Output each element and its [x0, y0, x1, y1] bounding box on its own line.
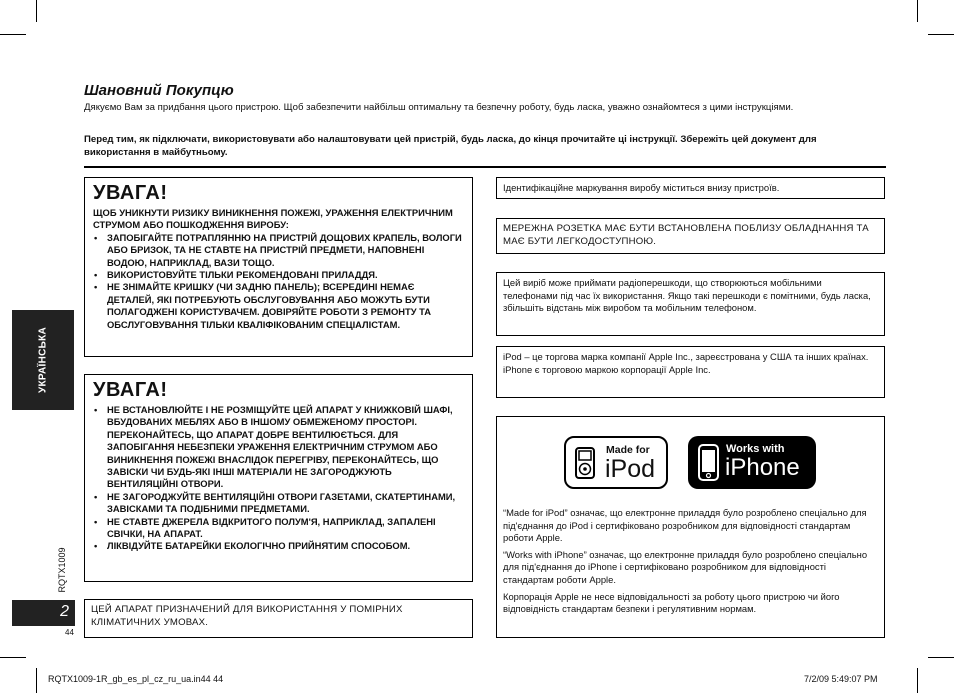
compatibility-text	[503, 507, 878, 616]
crop-mark	[928, 657, 954, 658]
interference-box	[496, 272, 885, 336]
model-code: RQTX1009	[57, 547, 67, 593]
identification-text: Ідентифікаційне маркування виробу міститься внизу пристроїв.	[503, 182, 780, 193]
warning-list	[93, 404, 464, 553]
logo-iphone-small-text: Works with	[726, 443, 785, 455]
logo-ipod-big-text: iPod	[605, 455, 656, 483]
identification-box	[496, 177, 885, 199]
warning-box-ventilation	[84, 374, 473, 582]
crop-mark	[36, 668, 37, 693]
logo-iphone-big-text: iPhone	[725, 454, 800, 481]
crop-mark	[917, 0, 918, 22]
page-title: Шановний Покупцю	[84, 82, 234, 99]
warning-item: • НЕ ЗАГОРОДЖУЙТЕ ВЕНТИЛЯЦІЙНІ ОТВОРИ ГАЗЕТАМИ, СКАТЕРТИНАМИ, ЗАВІСКАМИ ТА ПОДІБНИМИ ПРЕДМЕТАМИ.	[93, 491, 464, 516]
crop-mark	[917, 668, 918, 693]
crop-mark	[0, 34, 26, 35]
ipod-device-icon	[575, 447, 595, 479]
header-rule	[84, 166, 886, 168]
made-for-ipod-text: “Made for iPod” означає, що електронне приладдя було розроблено спеціально для під'єднання до iPod і сертифіковано розробником для відповідності стандартам роботи Apple.	[503, 507, 867, 544]
warning-item: • НЕ ВСТАНОВЛЮЙТЕ І НЕ РОЗМІЩУЙТЕ ЦЕЙ АПАРАТ У КНИЖКОВІЙ ШАФІ, ВБУДОВАНИХ МЕБЛЯХ АБО В ІНШОМУ ОБМЕЖЕНОМУ ПРОСТОРІ. ПЕРЕКОНАЙТЕСЬ, ЩО АПАРАТ ДОБРЕ ВЕНТИЛЮЄТЬСЯ. ДЛЯ ЗАПОБІГАННЯ НЕБЕЗПЕКИ УРАЖЕННЯ ЕЛЕКТРИЧНИМ СТРУМОМ АБО ВИНИКНЕННЯ ПОЖЕЖІ ВНАСЛІДОК ПЕРЕГРІВУ, ПЕРЕКОНАЙТЕСЬ, ЩО ЗАВІСКИ ЧИ БУДЬ-ЯКІ ІНШІ МАТЕРІАЛИ НЕ ЗАГОРОДЖУЮТЬ ВЕНТИЛЯЦІЙНІ ОТВОРИ.	[93, 404, 464, 491]
footer-timestamp: 7/2/09 5:49:07 PM	[804, 674, 878, 684]
socket-text: МЕРЕЖНА РОЗЕТКА МАЄ БУТИ ВСТАНОВЛЕНА ПОБЛИЗУ ОБЛАДНАННЯ ТА МАЄ БУТИ ЛЕГКОДОСТУПНОЮ.	[503, 223, 869, 247]
crop-mark	[36, 0, 37, 22]
page-number: 2	[60, 603, 69, 620]
warning-list	[93, 232, 464, 331]
page-number-small: 44	[65, 628, 74, 637]
warning-item: • НЕ СТАВТЕ ДЖЕРЕЛА ВІДКРИТОГО ПОЛУМ'Я, НАПРИКЛАД, ЗАПАЛЕНІ СВІЧКИ, НА АПАРАТ.	[93, 516, 464, 541]
crop-mark	[928, 34, 954, 35]
warning-item: • ЛІКВІДУЙТЕ БАТАРЕЙКИ ЕКОЛОГІЧНО ПРИЙНЯТИМ СПОСОБОМ.	[93, 540, 464, 552]
climate-notice-text: ЦЕЙ АПАРАТ ПРИЗНАЧЕНИЙ ДЛЯ ВИКОРИСТАННЯ У ПОМІРНИХ КЛІМАТИЧНИХ УМОВАХ.	[91, 604, 403, 628]
trademark-box	[496, 346, 885, 398]
logo-ipod-small-text: Made for	[606, 444, 650, 456]
made-for-ipod-logo	[564, 436, 668, 489]
works-with-iphone-logo	[688, 436, 816, 489]
language-tab	[12, 310, 74, 410]
iphone-device-icon	[698, 444, 719, 481]
warning-title: УВАГА!	[93, 182, 168, 204]
warning-item: • ЗАПОБІГАЙТЕ ПОТРАПЛЯННЮ НА ПРИСТРІЙ ДОЩОВИХ КРАПЕЛЬ, ВОЛОГИ АБО БРИЗОК, ТА НЕ СТАВТЕ НА ПРИСТРІЙ ПРЕДМЕТИ, НАПОВНЕНІ ВОДОЮ, НАПРИКЛАД, ВАЗИ ТОЩО.	[93, 232, 464, 269]
language-tab-label: УКРАЇНСЬКА	[37, 326, 49, 394]
trademark-iphone-text: iPhone є торговою маркою корпорації Apple Inc.	[503, 363, 711, 375]
interference-text: Цей виріб може приймати радіоперешкоди, що створюються мобільними телефонами під час їх використання. Якщо такі перешкоди є помітними, будь ласка, збільшіть відстань між виробом та мобільним телефоном.	[503, 277, 871, 314]
footer-filename: RQTX1009-1R_gb_es_pl_cz_ru_ua.in44 44	[48, 674, 224, 684]
intro-text: Дякуємо Вам за придбання цього пристрою. Щоб забезпечити найбільш оптимальну та безпечну роботу, будь ласка, уважно ознайомтеся з цими інструкціями.	[84, 102, 794, 113]
works-with-iphone-text: “Works with iPhone” означає, що електронне приладдя було розроблено спеціально для під'єднання до iPhone і сертифіковано розробником для відповідності стандартам роботи Apple.	[503, 548, 868, 585]
trademark-ipod-text: iPod – це торгова марка компанії Apple Inc., зареєстрована у США та інших країнах.	[503, 351, 869, 362]
warning-item: • НЕ ЗНІМАЙТЕ КРИШКУ (ЧИ ЗАДНЮ ПАНЕЛЬ); ВСЕРЕДИНІ НЕМАЄ ДЕТАЛЕЙ, ЯКІ ПОТРЕБУЮТЬ ОБСЛУГОВУВАННЯ АБО МОЖУТЬ БУТИ ПОЛАГОДЖЕНІ КОРИСТУВАЧЕМ. ДОВІРЯЙТЕ РОБОТИ З РЕМОНТУ ТА ОБСЛУГОВУВАННЯ ТІЛЬКИ КВАЛІФІКОВАНИМ СПЕЦІАЛІСТАМ.	[93, 281, 464, 331]
warning-box-fire	[84, 177, 473, 357]
climate-notice-box	[84, 599, 473, 638]
crop-mark	[0, 657, 26, 658]
socket-box	[496, 218, 885, 254]
intro-bold-text: Перед тим, як підключати, використовувати або налаштовувати цей пристрій, будь ласка, до кінця прочитайте ці інструкції. Збережіть цей документ для використання в майбутньому.	[84, 134, 817, 158]
warning-lead: ЩОБ УНИКНУТИ РИЗИКУ ВИНИКНЕННЯ ПОЖЕЖІ, УРАЖЕННЯ ЕЛЕКТРИЧНИМ СТРУМОМ АБО ПОШКОДЖЕННЯ ВИРОБУ:	[93, 207, 453, 231]
warning-item: • ВИКОРИСТОВУЙТЕ ТІЛЬКИ РЕКОМЕНДОВАНІ ПРИЛАДДЯ.	[93, 269, 464, 281]
warning-title: УВАГА!	[93, 379, 168, 401]
apple-disclaimer-text: Корпорація Apple не несе відповідальності за роботу цього пристрою чи його відповідність стандартам безпеки і регулятивним нормам.	[503, 590, 840, 615]
page-number-box	[12, 600, 75, 626]
